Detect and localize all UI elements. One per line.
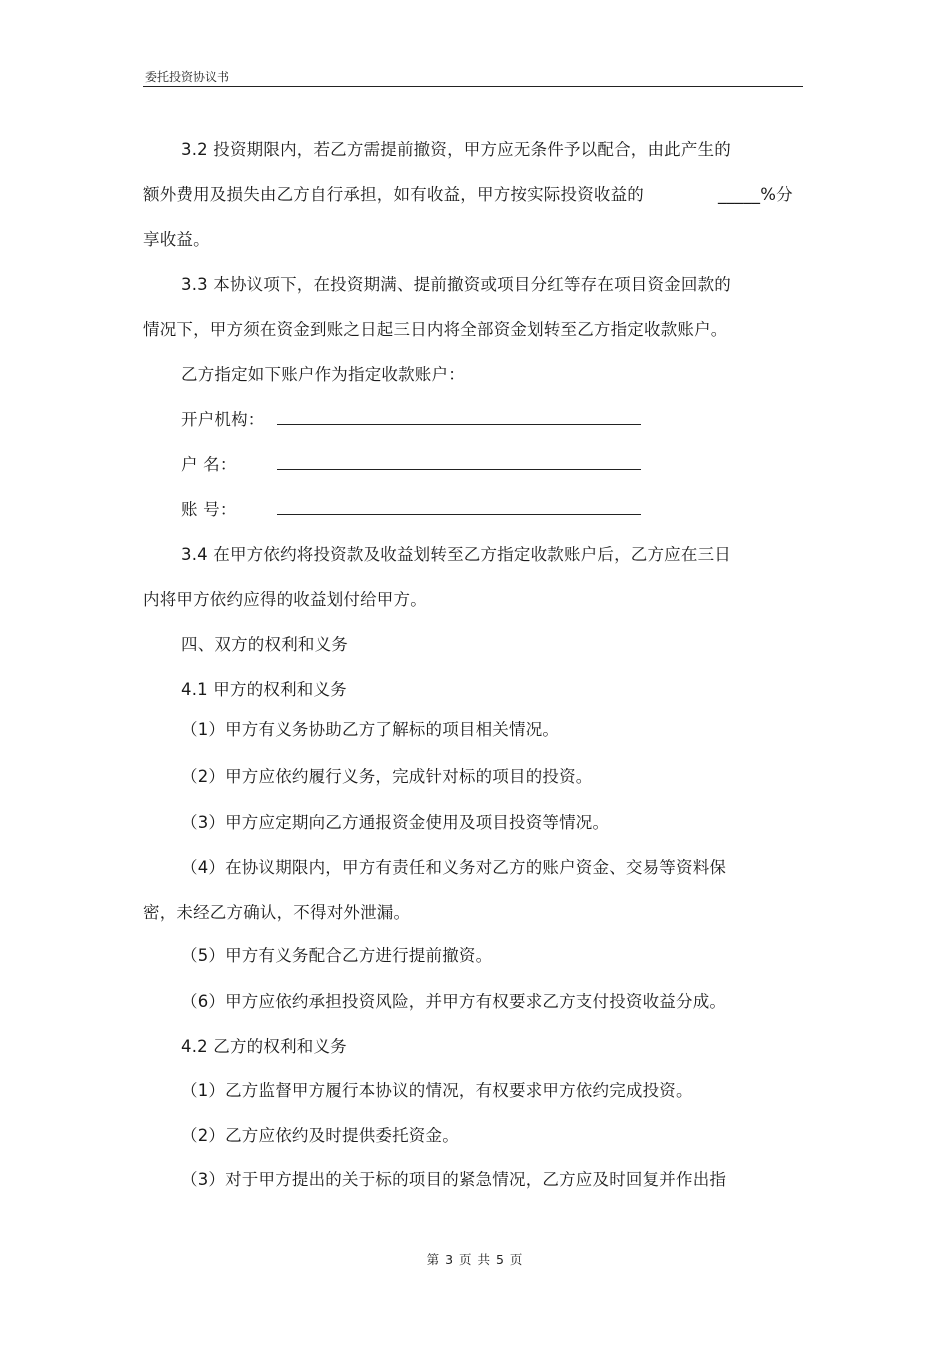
page-header-title: 委托投资协议书 (145, 70, 230, 84)
clause-3-3-line-2: 情况下，甲方须在资金到账之日起三日内将全部资金划转至乙方指定收款账户。 (143, 320, 728, 339)
clause-4-2-item-1: （1）乙方监督甲方履行本协议的情况，有权要求甲方依约完成投资。 (181, 1081, 693, 1100)
clause-3-4-line-2: 内将甲方依约应得的收益划付给甲方。 (143, 590, 427, 609)
clause-4-1-item-4-line-1: （4）在协议期限内，甲方有责任和义务对乙方的账户资金、交易等资料保 (181, 858, 727, 877)
header-divider (143, 86, 803, 87)
account-name-label: 户 名： (181, 455, 237, 474)
clause-4-1-item-4-line-2: 密，未经乙方确认，不得对外泄漏。 (143, 903, 411, 922)
share-percent-blank: _____%分 (718, 185, 793, 204)
account-name-blank-line (277, 469, 641, 470)
clause-4-1-item-5: （5）甲方有义务配合乙方进行提前撤资。 (181, 946, 493, 965)
clause-4-1-item-2: （2）甲方应依约履行义务，完成针对标的项目的投资。 (181, 767, 593, 786)
bank-blank-line (277, 424, 641, 425)
section-4-2-heading: 4.2 乙方的权利和义务 (181, 1037, 347, 1056)
section-4-1-heading: 4.1 甲方的权利和义务 (181, 680, 347, 699)
clause-3-2-line-2: 额外费用及损失由乙方自行承担，如有收益，甲方按实际投资收益的 (143, 185, 644, 204)
account-number-blank-line (277, 514, 641, 515)
clause-4-2-item-3: （3）对于甲方提出的关于标的项目的紧急情况，乙方应及时回复并作出指 (181, 1170, 727, 1189)
section-4-heading: 四、双方的权利和义务 (181, 635, 348, 654)
clause-3-2-line-1: 3.2 投资期限内，若乙方需提前撤资，甲方应无条件予以配合，由此产生的 (181, 140, 731, 159)
bank-label: 开户机构： (181, 410, 265, 429)
page-number-footer: 第 3 页 共 5 页 (426, 1252, 524, 1267)
clause-3-4-line-1: 3.4 在甲方依约将投资款及收益划转至乙方指定收款账户后，乙方应在三日 (181, 545, 731, 564)
clause-4-1-item-6: （6）甲方应依约承担投资风险，并甲方有权要求乙方支付投资收益分成。 (181, 992, 727, 1011)
clause-3-2-line-3: 享收益。 (143, 230, 210, 249)
clause-4-1-item-1: （1）甲方有义务协助乙方了解标的项目相关情况。 (181, 720, 560, 739)
clause-4-1-item-3: （3）甲方应定期向乙方通报资金使用及项目投资等情况。 (181, 813, 610, 832)
account-intro: 乙方指定如下账户作为指定收款账户： (181, 365, 465, 384)
clause-4-2-item-2: （2）乙方应依约及时提供委托资金。 (181, 1126, 459, 1145)
account-number-label: 账 号： (181, 500, 237, 519)
clause-3-3-line-1: 3.3 本协议项下，在投资期满、提前撤资或项目分红等存在项目资金回款的 (181, 275, 731, 294)
